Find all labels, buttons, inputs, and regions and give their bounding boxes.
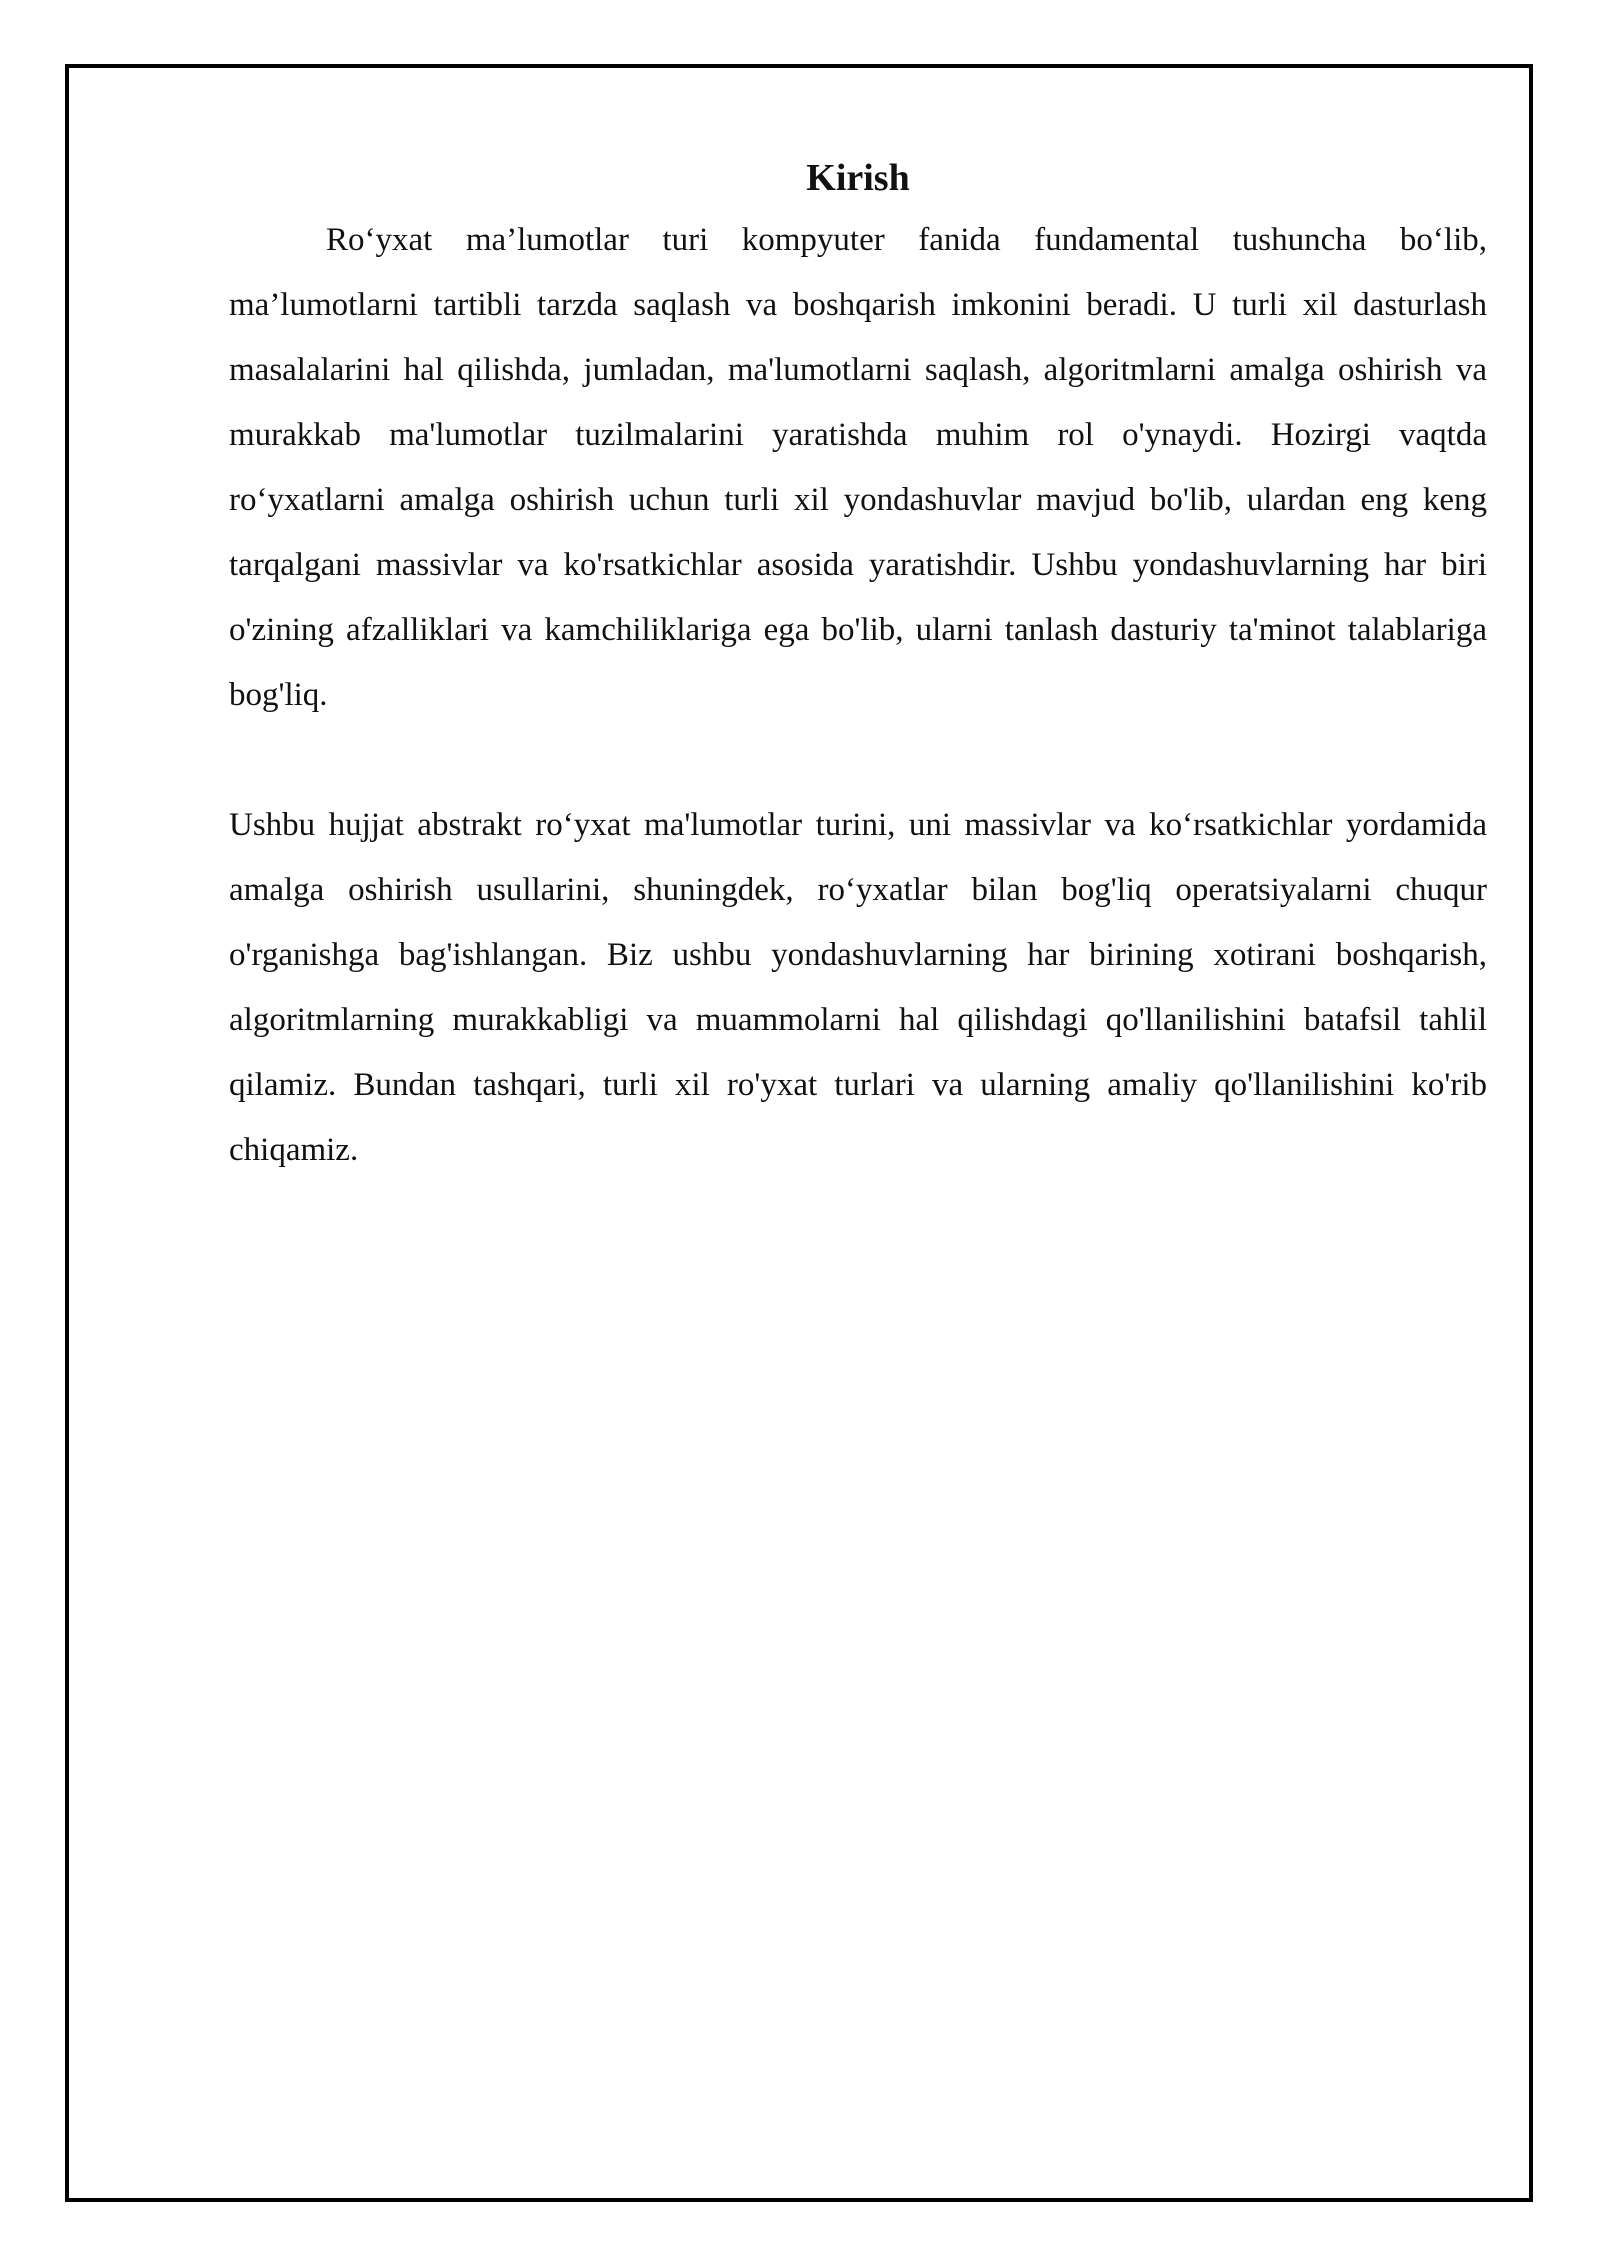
intro-paragraph-1: Ro‘yxat ma’lumotlar turi kompyuter fanida fundamental tushuncha bo‘lib, ma’lumotlarni tartibli tarzda saqlash va boshqarish imkonini beradi. U turli xil dasturlash masalalarini hal qilishda, jumladan, ma'lumotlarni saqlash, algoritmlarni amalga oshirish va murakkab ma'lumotlar tuzilmalarini yaratishda muhim rol o'ynaydi. Hozirgi vaqtda ro‘yxatlarni amalga oshirish uchun turli xil yondashuvlar mavjud bo'lib, ulardan eng keng tarqalgani massivlar va ko'rsatkichlar asosida yaratishdir. Ushbu yondashuvlarning har biri o'zining afzalliklari va kamchiliklariga ega bo'lib, ularni tanlash dasturiy ta'minot talablariga bog'liq. [229, 222, 1487, 713]
document-body [229, 148, 1487, 1183]
intro-paragraph-2: Ushbu hujjat abstrakt ro‘yxat ma'lumotlar turini, uni massivlar va ko‘rsatkichlar yordamida amalga oshirish usullarini, shuningdek, ro‘yxatlar bilan bog'liq operatsiyalarni chuqur o'rganishga bag'ishlangan. Biz ushbu yondashuvlarning har birining xotirani boshqarish, algoritmlarning murakkabligi va muammolarni hal qilishdagi qo'llanilishini batafsil tahlil qilamiz. Bundan tashqari, turli xil ro'yxat turlari va ularning amaliy qo'llanilishini ko'rib chiqamiz. [229, 807, 1487, 1168]
paragraph-spacer [229, 728, 1487, 793]
document-title: Kirish [806, 157, 910, 199]
